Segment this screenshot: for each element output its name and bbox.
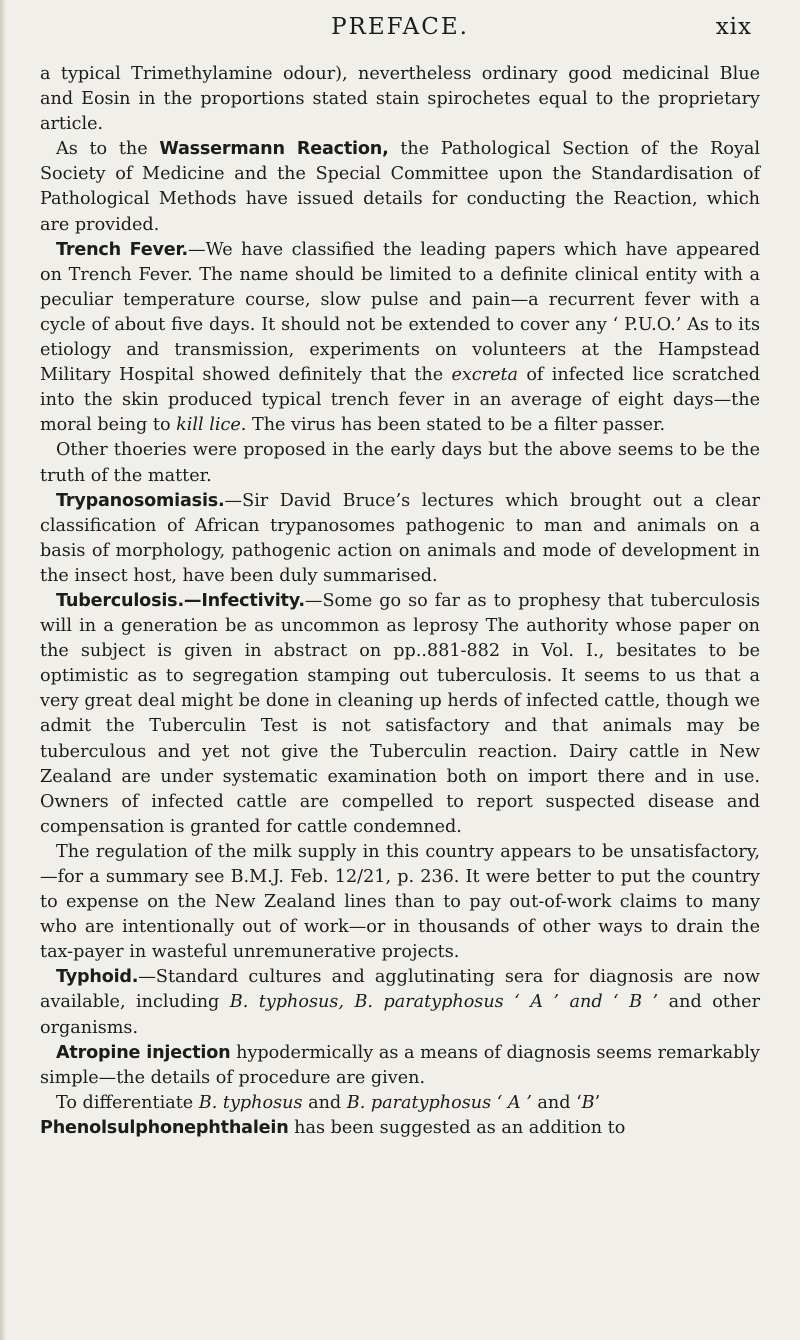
page-header xyxy=(40,14,760,50)
heading-wassermann: Wassermann Reaction, xyxy=(159,139,389,160)
paragraph-wassermann: As to the Wassermann Reaction, the Pathological Section of the Royal Society of Medicine and the Special Committee upon the Standardisation of Pathological Methods have issued details for conducting the Reaction, which are provided. xyxy=(40,139,761,235)
paragraph-trypanosomiasis: Trypanosomiasis.—Sir David Bruce’s lectures which brought out a clear classification of African trypanosomes pathogenic to man and animals on a basis of morphology, pathogenic action on animals and mode of development in the insect host, have been duly summarised. xyxy=(40,490,760,586)
paragraph-other-theories: Other thoeries were proposed in the early days but the above seems to be the truth of the matter. xyxy=(40,440,760,486)
paragraph-differentiate: To differentiate B. typhosus and B. paratyphosus ‘ A ’ and ‘B’ xyxy=(56,1092,601,1113)
paragraph-milk-supply: The regulation of the milk supply in this country appears to be unsatisfactory,—for a summary see B.M.J. Feb. 12/21, p. 236. It were better to put the country to expense on the New Zealand lines than to pay out-of-work claims to many who are intentionally out of work—or in thousands of other ways to drain the tax-payer in wasteful unremunerative projects. xyxy=(40,841,760,963)
running-title: PREFACE. xyxy=(331,14,469,40)
paragraph-typhoid: Typhoid.—Standard cultures and agglutinating sera for diagnosis are now available, including B. typhosus, B. paratyphosus ‘ A ’ and ‘ B ’ and other organisms. xyxy=(40,967,761,1038)
heading-typhoid: Typhoid. xyxy=(56,967,139,988)
paragraph-tuberculosis: Tuberculosis.—Infectivity.—Some go so far as to prophesy that tuberculosis will in a generation be as uncommon as leprosy The authority whose paper on the subject is given in abstract on pp..881-882 in Vol. I., besitates to be optimistic as to segregation stamping out tuberculosis. It seems to us that a very great deal might be done in cleaning up herds of infected cattle, though we admit the Tuberculin Test is not satisfactory and that animals may be tuberculous and yet not give the Tuberculin reaction. Dairy cattle in New Zealand are under systematic examination both on import there and in use. Owners of infected cattle are compelled to report suspected disease and compensation is granted for cattle condemned. xyxy=(40,590,760,837)
paragraph-trench-fever: Trench Fever.—We have classified the leading papers which have appeared on Trench Fever. The name should be limited to a definite clinical entity with a peculiar temperature course, slow pulse and pain—a recurrent fever with a cycle of about five days. It should not be extended to cover any ‘ P.U.O.’ As to its etiology and transmission, experiments on volunteers at the Hampstead Military Hospital showed definitely that the excreta of infected lice scratched into the skin produced typical trench fever in an average of eight days—the moral being to kill lice. The virus has been stated to be a filter passer. xyxy=(40,239,761,436)
paragraph-atropine: Atropine injection hypodermically as a means of diagnosis seems remarkably simple—the details of procedure are given. xyxy=(40,1042,760,1088)
scan-edge xyxy=(0,0,6,1340)
page-number: xix xyxy=(715,14,752,40)
heading-trench-fever: Trench Fever. xyxy=(56,239,188,260)
heading-trypanosomiasis: Trypanosomiasis. xyxy=(56,490,225,511)
body-text xyxy=(40,62,760,1141)
paragraph-stain: a typical Trimethylamine odour), nevertheless ordinary good medicinal Blue and Eosin in the proportions stated stain spirochetes equal to the proprietary article. xyxy=(40,64,760,135)
heading-atropine: Atropine injection xyxy=(56,1042,231,1063)
paragraph-phenolsulphonephthalein: Phenolsulphonephthalein has been suggested as an addition to xyxy=(40,1117,626,1138)
heading-tuberculosis: Tuberculosis.—Infectivity. xyxy=(56,590,305,611)
heading-phenolsulphonephthalein: Phenolsulphonephthalein xyxy=(40,1117,289,1138)
